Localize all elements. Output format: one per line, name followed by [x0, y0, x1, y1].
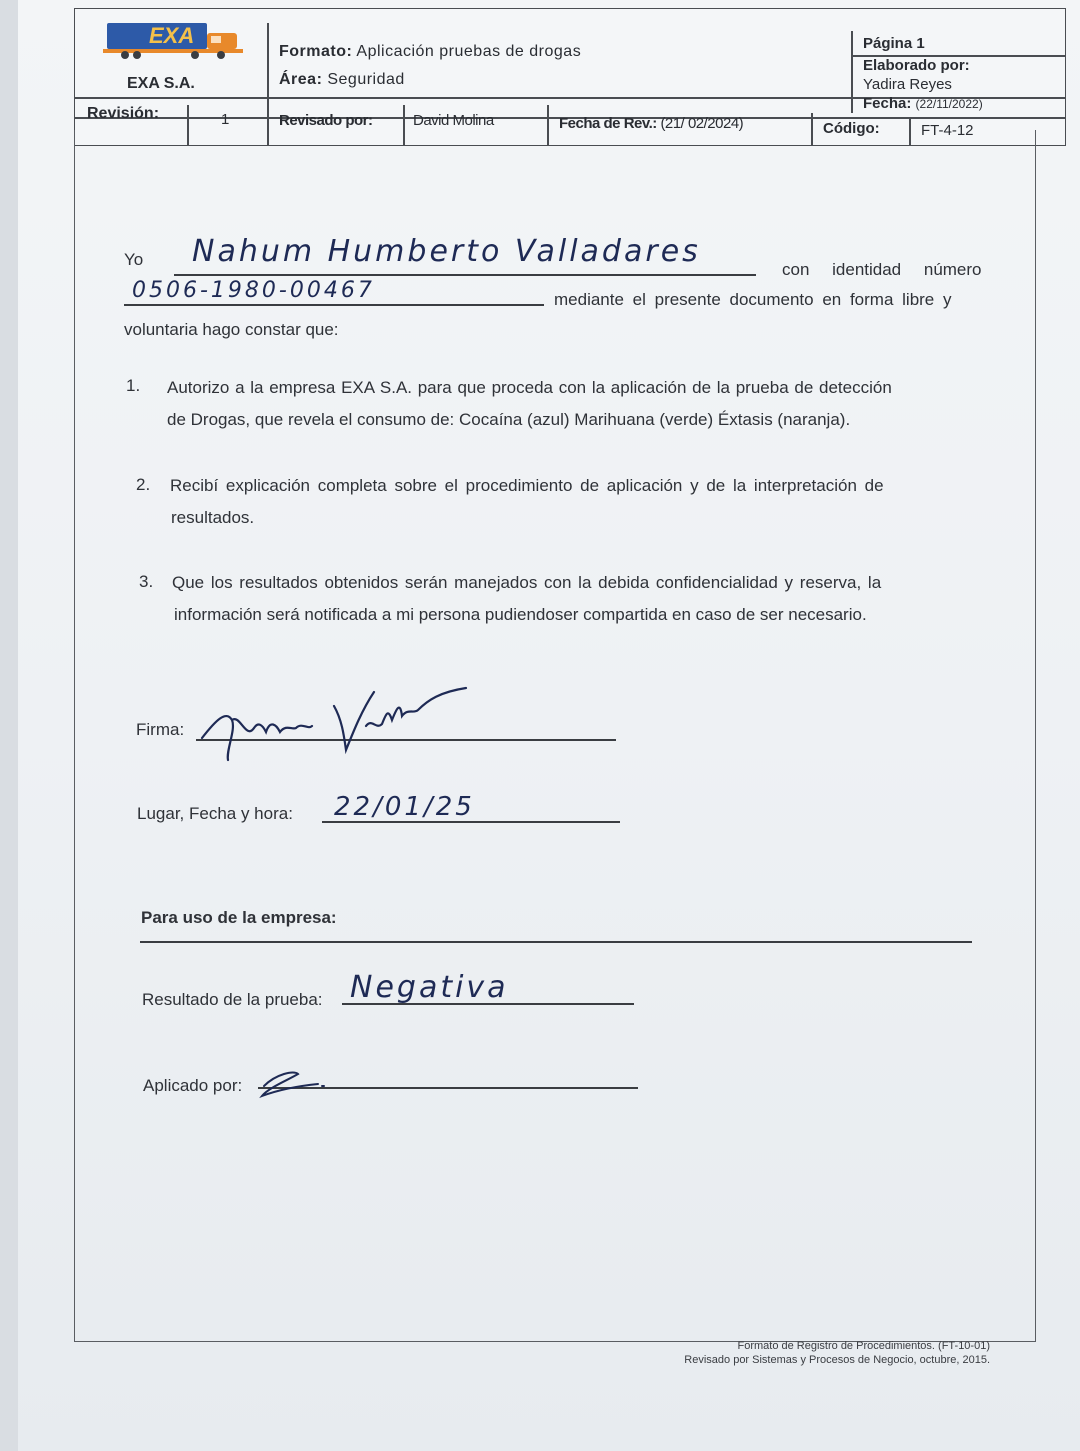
con-identidad-text: con identidad número — [782, 260, 982, 279]
yo-label: Yo — [124, 250, 144, 269]
fecha-row — [863, 95, 983, 112]
firma-signature — [196, 680, 476, 770]
area-value: Seguridad — [327, 71, 405, 88]
elaborado-label: Elaborado por: — [863, 57, 970, 74]
aplicado-label: Aplicado por: — [143, 1076, 243, 1095]
item-text-line: de Drogas, que revela el consumo de: Cocaína (azul) Marihuana (verde) Éxtasis (naranja). — [167, 410, 851, 429]
item-text-line: Autorizo a la empresa EXA S.A. para que proceda con la aplicación de la prueba de detección — [167, 378, 892, 397]
codigo-label: Código: — [823, 120, 880, 137]
page-number: Página 1 — [863, 35, 925, 52]
firma-label: Firma: — [136, 720, 185, 739]
area-row — [279, 71, 405, 89]
codigo-value: FT-4-12 — [921, 122, 974, 139]
area-label: Área: — [279, 71, 323, 88]
revision-label: Revisión: — [87, 105, 160, 122]
document-footer — [600, 1339, 990, 1367]
fecha-value: (22/11/2022) — [915, 97, 983, 111]
name-handwritten: Nahum Humberto Valladares — [192, 234, 701, 269]
item-text-line: resultados. — [171, 508, 255, 527]
elaborado-value: Yadira Reyes — [863, 76, 952, 93]
footer-line: Formato de Registro de Procedimientos. (FT-10-01) — [737, 1340, 990, 1352]
revision-value: 1 — [221, 111, 230, 128]
resultado-value: Negativa — [350, 970, 509, 1005]
fecha-rev-label: Fecha de Rev.: — [559, 115, 657, 132]
revisado-value: David Molina — [413, 112, 494, 129]
company-name: EXA S.A. — [127, 75, 195, 92]
item-number: 2. — [136, 475, 151, 494]
lugar-value: 22/01/25 — [334, 792, 475, 822]
mediante-text: mediante el presente documento en forma libre y — [554, 290, 952, 309]
item-number: 1. — [126, 376, 141, 395]
lugar-label: Lugar, Fecha y hora: — [137, 804, 293, 823]
id-handwritten: 0506-1980-00467 — [132, 278, 375, 303]
formato-value: Aplicación pruebas de drogas — [356, 43, 582, 60]
item-text-line: Recibí explicación completa sobre el procedimiento de aplicación y de la interpretación de — [170, 476, 884, 495]
item-text-line: Que los resultados obtenidos serán manejados con la debida confidencialidad y reserva, la — [172, 573, 882, 592]
footer-line: Revisado por Sistemas y Procesos de Negocio, octubre, 2015. — [684, 1354, 990, 1366]
fecha-label: Fecha: — [863, 95, 912, 112]
resultado-label: Resultado de la prueba: — [142, 990, 323, 1009]
company-logo — [103, 19, 253, 67]
formato-label: Formato: — [279, 43, 353, 60]
document-header — [74, 8, 1066, 146]
revisado-label: Revisado por: — [279, 112, 373, 129]
fecha-rev-value: (21/ 02/2024) — [660, 115, 744, 132]
item-number: 3. — [139, 572, 154, 591]
aplicado-signature — [258, 1066, 338, 1100]
formato-row — [279, 43, 581, 61]
item-text-line: información será notificada a mi persona pudiendoser compartida en caso de ser necesario. — [174, 605, 867, 624]
voluntaria-text: voluntaria hago constar que: — [124, 320, 339, 339]
logo-text: EXA — [149, 23, 195, 48]
empresa-label: Para uso de la empresa: — [141, 908, 337, 927]
